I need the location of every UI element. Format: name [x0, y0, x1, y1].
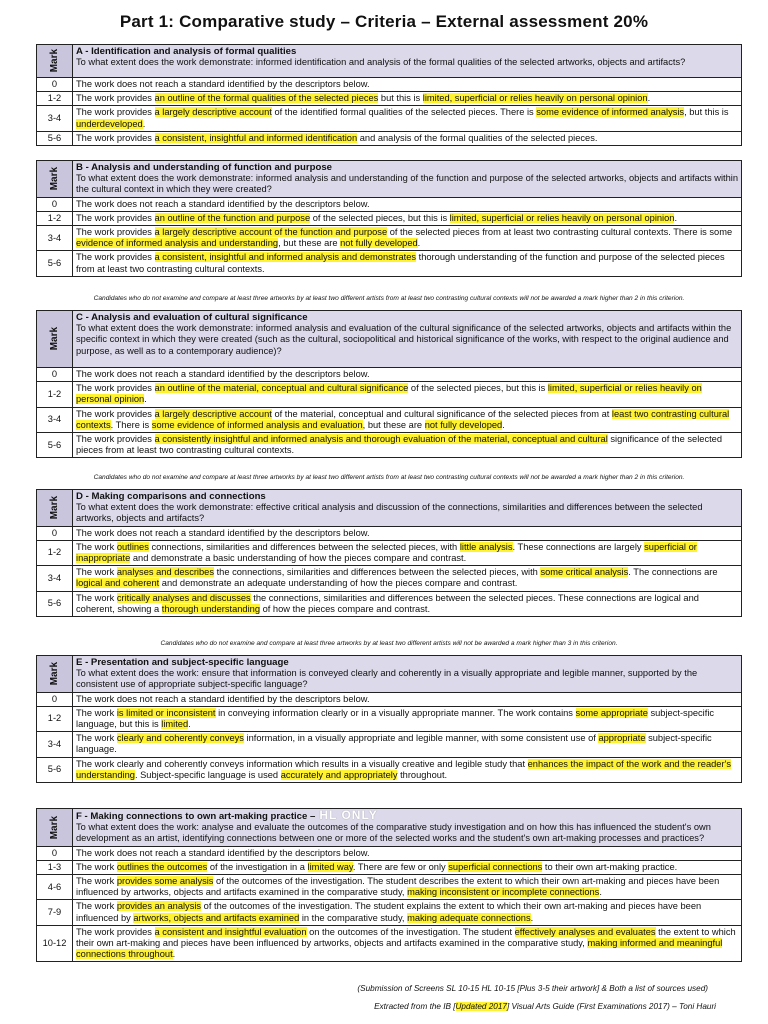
descriptor	[73, 566, 742, 591]
descriptor-text: subject-specific language, but this is	[76, 707, 715, 730]
mark-header-cell	[37, 809, 73, 847]
mark-band: 0	[37, 526, 73, 540]
descriptor	[73, 368, 742, 382]
highlighted-phrase: limited way	[307, 861, 353, 872]
descriptor-text: and demonstrate an adequate understanding of how the pieces compare and contrast.	[159, 578, 518, 589]
mark-band: 3-4	[37, 226, 73, 251]
descriptor	[73, 407, 742, 432]
descriptor-text: The work provides	[76, 107, 155, 118]
descriptor-text: and analysis of the formal qualities of the selected pieces.	[357, 132, 598, 143]
criterion-c-title: C - Analysis and evaluation of cultural significance	[76, 312, 308, 323]
descriptor-text: . Subject-specific language is used	[134, 769, 281, 780]
descriptor-text: thorough understanding of the function and purpose of the selected pieces from at least two contrasting cultural contexts.	[76, 252, 725, 274]
descriptor-text: connections, similarities and differences between the selected pieces, with	[148, 541, 460, 552]
mark-band: 5-6	[37, 251, 73, 276]
mark-band: 3-4	[37, 106, 73, 131]
descriptor-text: The work provides	[76, 212, 155, 223]
table-row	[37, 566, 742, 591]
descriptor-text: on the outcomes of the investigation. The student	[306, 926, 515, 937]
criterion-d-header-row	[37, 490, 742, 527]
mark-band: 0	[37, 197, 73, 211]
criterion-b-question: To what extent does the work demonstrate: informed analysis and understanding of the function and purpose of the selected artworks, objects and artifacts within the cultural context in which they were created?	[76, 173, 739, 195]
highlighted-phrase: some evidence of informed analysis and evaluation	[151, 419, 363, 430]
descriptor-text: of the material, conceptual and cultural significance of the selected pieces from at	[271, 408, 612, 419]
mark-band: 5-6	[37, 433, 73, 458]
mark-band: 1-2	[37, 92, 73, 106]
descriptor-text: The work does not reach a standard identified by the descriptors below.	[76, 693, 370, 704]
descriptor-text: the connections, similarities and differences between the selected pieces, with	[214, 567, 541, 578]
descriptor-text: . The connections are	[628, 567, 718, 578]
table-row	[37, 211, 742, 225]
criterion-f-header-row	[37, 809, 742, 847]
highlighted-phrase: underdeveloped	[76, 118, 143, 129]
descriptor-text: The work	[76, 901, 117, 912]
descriptor-text: .	[172, 949, 176, 960]
descriptor	[73, 732, 742, 757]
descriptor	[73, 692, 742, 706]
descriptor-text: of the outcomes of the investigation. The student describes the extent to which their own art-making and pieces have been influenced by artworks, objects and artifacts examined in the comparative study,	[76, 876, 720, 898]
criterion-a-table	[36, 44, 742, 146]
mark-header-label: Mark	[48, 167, 60, 191]
descriptor-text: The work provides	[76, 132, 155, 143]
highlighted-phrase: critically analyses and discusses	[116, 592, 251, 603]
mark-band: 0	[37, 78, 73, 92]
mark-band: 5-6	[37, 591, 73, 616]
criterion-c-header-row	[37, 311, 742, 368]
criterion-a-header-row	[37, 45, 742, 78]
mark-header-cell	[37, 311, 73, 368]
criterion-c-header	[73, 311, 742, 368]
descriptor-text: .	[502, 419, 505, 430]
mark-header-label: Mark	[48, 49, 60, 73]
source-credit-updated: Updated 2017	[455, 1002, 507, 1011]
criterion-e-title: E - Presentation and subject-specific language	[76, 657, 289, 668]
highlighted-phrase: making inconsistent or incomplete connections	[407, 887, 600, 898]
mark-header-cell	[37, 490, 73, 527]
descriptor	[73, 875, 742, 900]
mark-band: 1-2	[37, 706, 73, 731]
descriptor-text: The work provides	[76, 383, 155, 394]
criterion-f-title: F - Making connections to own art-making practice –	[76, 811, 316, 822]
descriptor-text: The work clearly and coherently conveys information which results in a visually creative and legible study that	[76, 758, 528, 769]
highlighted-phrase: accurately and appropriately	[280, 769, 398, 780]
criterion-b-title: B - Analysis and understanding of function and purpose	[76, 162, 333, 173]
descriptor	[73, 433, 742, 458]
descriptor	[73, 131, 742, 145]
descriptor-text: in conveying information clearly or in a visually appropriate manner. The work contains	[215, 707, 576, 718]
mark-band: 1-2	[37, 211, 73, 225]
mark-band: 1-3	[37, 860, 73, 874]
highlighted-phrase: an outline of the material, conceptual and cultural significance	[154, 383, 409, 394]
mark-band: 5-6	[37, 757, 73, 782]
highlighted-phrase: little analysis	[459, 541, 513, 552]
mark-band: 3-4	[37, 566, 73, 591]
descriptor-text: .	[530, 912, 534, 923]
mark-header-cell	[37, 656, 73, 693]
highlighted-phrase: least two contrasting cultural contexts	[76, 408, 730, 430]
mark-header-label: Mark	[48, 815, 60, 839]
table-row	[37, 846, 742, 860]
descriptor-text: .	[144, 394, 147, 405]
descriptor-text: The work does not reach a standard identified by the descriptors below.	[76, 527, 370, 538]
highlighted-phrase: a consistent, insightful and informed analysis and demonstrates	[154, 252, 417, 263]
table-row	[37, 251, 742, 276]
highlighted-phrase: artworks, objects and artifacts examined	[133, 912, 300, 923]
descriptor-text: .	[599, 887, 602, 898]
highlighted-phrase: is limited or inconsistent	[116, 707, 216, 718]
descriptor	[73, 382, 742, 407]
criterion-b-header	[73, 161, 742, 198]
descriptor	[73, 226, 742, 251]
table-row	[37, 732, 742, 757]
highlighted-phrase: a consistent, insightful and informed identification	[154, 132, 358, 143]
descriptor	[73, 540, 742, 565]
highlighted-phrase: thorough understanding	[161, 603, 261, 614]
highlighted-phrase: enhances the impact of the work and the reader's understanding	[76, 758, 731, 780]
mark-band: 0	[37, 846, 73, 860]
highlighted-phrase: superficial or inappropriate	[76, 541, 697, 564]
criterion-b-header-row	[37, 161, 742, 198]
highlighted-phrase: analyses and describes	[116, 567, 214, 578]
descriptor	[73, 211, 742, 225]
descriptor	[73, 251, 742, 276]
submission-note: (Submission of Screens SL 10-15 HL 10-15 [Plus 3-5 their artwork] & Both a list of sources used)	[357, 984, 708, 993]
descriptor-text: , but these are	[278, 238, 341, 249]
criterion-a-title: A - Identification and analysis of formal qualities	[76, 46, 297, 57]
descriptor-text: to their own art-making practice.	[542, 861, 678, 872]
table-row	[37, 692, 742, 706]
descriptor-text: of the investigation in a	[207, 861, 308, 872]
descriptor-text: The work	[76, 707, 117, 718]
criterion-d-question: To what extent does the work demonstrate: effective critical analysis and discussion of the connections, similarities and differences between the selected artworks, objects and artifacts?	[76, 502, 703, 524]
criterion-a-header	[73, 45, 742, 78]
highlighted-phrase: outlines the outcomes	[116, 861, 208, 872]
criterion-d-note: Candidates who do not examine and compare at least three artworks by at least two different artists will not be awarded a mark higher than 3 in this criterion.	[160, 640, 618, 647]
table-row	[37, 407, 742, 432]
descriptor-text: The work	[76, 861, 117, 872]
highlighted-phrase: some evidence of informed analysis	[536, 107, 685, 118]
source-credit-before: Extracted from the IB [	[374, 1002, 456, 1011]
descriptor-text: the connections, similarities and differences between the selected pieces. These connections are logical and coherent, showing a	[76, 592, 699, 614]
criterion-e-table	[36, 655, 742, 783]
highlighted-phrase: making informed and meaningful connections throughout	[76, 938, 723, 960]
descriptor-text: The work	[76, 876, 117, 887]
descriptor-text: .	[417, 238, 421, 249]
descriptor-text: of the selected pieces, but this is	[310, 212, 450, 223]
criterion-e-header-row	[37, 656, 742, 693]
descriptor-text: of the selected pieces from at least two contrasting cultural contexts. There is some	[387, 227, 733, 238]
criterion-c-note: Candidates who do not examine and compare at least three artworks by at least two different artists from at least two contrasting cultural contexts will not be awarded a mark higher than 2 in this criterion.	[93, 474, 685, 481]
descriptor-text: . There are few or only	[352, 861, 449, 872]
descriptor-text: the extent to which their own art-making and pieces have been influenced by artworks, objects and artifacts examined in the comparative study,	[76, 926, 736, 949]
descriptor-text: The work	[76, 541, 117, 552]
descriptor-text: The work does not reach a standard identified by the descriptors below.	[76, 198, 370, 209]
table-row	[37, 900, 742, 925]
descriptor-text: .	[647, 93, 651, 104]
mark-band: 0	[37, 368, 73, 382]
descriptor	[73, 92, 742, 106]
highlighted-phrase: outlines	[116, 541, 149, 552]
mark-band: 7-9	[37, 900, 73, 925]
descriptor	[73, 860, 742, 874]
mark-band: 10-12	[37, 925, 73, 962]
descriptor-text: The work provides	[76, 434, 155, 445]
mark-band: 3-4	[37, 407, 73, 432]
criterion-e-header	[73, 656, 742, 693]
source-credit-after: ] Visual Arts Guide (First Examinations 2017) – Toni Hauri	[506, 1002, 716, 1011]
highlighted-phrase: a consistent and insightful evaluation	[154, 926, 307, 937]
hl-only-label: HL ONLY	[319, 808, 378, 822]
highlighted-phrase: limited	[161, 719, 189, 730]
table-row	[37, 197, 742, 211]
page-title: Part 1: Comparative study – Criteria – External assessment 20%	[119, 12, 649, 31]
highlighted-phrase: effectively analyses and evaluates	[514, 926, 656, 937]
descriptor	[73, 757, 742, 782]
criterion-a-question: To what extent does the work demonstrate: informed identification and analysis of the formal qualities of the selected artworks, objects and artifacts?	[76, 57, 686, 68]
descriptor	[73, 591, 742, 616]
highlighted-phrase: a largely descriptive account	[154, 408, 272, 419]
descriptor-text: subject-specific language.	[76, 733, 712, 755]
descriptor-text: . There is	[110, 419, 152, 430]
descriptor-text: in the comparative study,	[299, 912, 408, 923]
highlighted-phrase: an outline of the function and purpose	[154, 212, 311, 223]
descriptor-text: of the identified formal qualities of the selected pieces. There is	[271, 107, 537, 118]
descriptor-text: of how the pieces compare and contrast.	[260, 603, 431, 614]
highlighted-phrase: not fully developed	[424, 419, 503, 430]
descriptor	[73, 900, 742, 925]
source-credit	[374, 1002, 716, 1011]
criterion-c-table	[36, 310, 742, 458]
mark-band: 3-4	[37, 732, 73, 757]
mark-header-cell	[37, 161, 73, 198]
highlighted-phrase: an outline of the formal qualities of the selected pieces	[154, 93, 379, 104]
table-row	[37, 226, 742, 251]
criterion-b-note: Candidates who do not examine and compare at least three artworks by at least two different artists from at least two contrasting cultural contexts will not be awarded a mark higher than 2 in this criterion.	[93, 295, 685, 302]
descriptor-text: .	[188, 719, 191, 730]
descriptor	[73, 197, 742, 211]
descriptor-text: of the selected pieces, but this is	[408, 383, 548, 394]
criterion-f-question: To what extent does the work: analyse and evaluate the outcomes of the comparative study investigation and on how this has influenced the student's own development as an artist, identifying connections between one or more of the selected works and the student's own art-making processes and practices?	[76, 822, 711, 844]
highlighted-phrase: logical and coherent	[76, 578, 160, 589]
mark-band: 4-6	[37, 875, 73, 900]
criterion-c-question: To what extent does the work demonstrate: informed analysis and evaluation of the cultural significance of the selected artworks, objects and artifacts within the specific context in which they were created (such as the cultural, sociopolitical and historical significance of the works, with respect to the original audience and purpose, as well as to a contemporary audience)?	[76, 323, 732, 356]
criterion-f-header	[73, 809, 742, 847]
highlighted-phrase: limited, superficial or relies heavily on personal opinion	[76, 383, 702, 405]
highlighted-phrase: provides an analysis	[116, 901, 202, 912]
table-row	[37, 925, 742, 962]
highlighted-phrase: superficial connections	[448, 861, 543, 872]
descriptor-text: , but these are	[362, 419, 425, 430]
table-row	[37, 526, 742, 540]
descriptor-text: .	[674, 212, 678, 223]
mark-band: 1-2	[37, 382, 73, 407]
descriptor-text: but this is	[378, 93, 423, 104]
descriptor-text: The work	[76, 733, 117, 744]
descriptor-text: . These connections are largely	[512, 541, 645, 552]
table-row	[37, 92, 742, 106]
descriptor-text: throughout.	[397, 769, 448, 780]
highlighted-phrase: a largely descriptive account	[154, 107, 272, 118]
table-row	[37, 433, 742, 458]
highlighted-phrase: some critical analysis	[540, 567, 629, 578]
descriptor	[73, 846, 742, 860]
descriptor-text: The work provides	[76, 926, 155, 937]
mark-header-label: Mark	[48, 662, 60, 686]
criterion-d-table	[36, 489, 742, 617]
highlighted-phrase: clearly and coherently conveys	[116, 733, 244, 744]
descriptor	[73, 706, 742, 731]
table-row	[37, 860, 742, 874]
descriptor-text: information, in a visually appropriate and legible manner, with some consistent use of	[243, 733, 599, 744]
mark-band: 0	[37, 692, 73, 706]
table-row	[37, 875, 742, 900]
mark-header-label: Mark	[48, 496, 60, 520]
highlighted-phrase: evidence of informed analysis and understanding	[76, 238, 279, 249]
criterion-d-header	[73, 490, 742, 527]
table-row	[37, 131, 742, 145]
mark-header-label: Mark	[48, 327, 60, 351]
descriptor-text: significance of the selected pieces from at least two contrasting cultural contexts.	[76, 434, 723, 456]
descriptor-text: The work does not reach a standard identified by the descriptors below.	[76, 369, 370, 379]
descriptor	[73, 925, 742, 962]
highlighted-phrase: limited, superficial or relies heavily on personal opinion	[449, 212, 675, 223]
descriptor-text: , but this is	[684, 107, 729, 118]
descriptor-text: The work provides	[76, 227, 155, 238]
criterion-b-table	[36, 160, 742, 277]
mark-band: 5-6	[37, 131, 73, 145]
table-row	[37, 757, 742, 782]
descriptor-text: The work does not reach a standard identified by the descriptors below.	[76, 79, 370, 89]
descriptor-text: The work	[76, 592, 117, 603]
descriptor-text: and demonstrate a basic understanding of how the pieces compare and contrast.	[130, 553, 467, 564]
descriptor-text: .	[142, 118, 146, 129]
table-row	[37, 540, 742, 565]
highlighted-phrase: a consistently insightful and informed analysis and thorough evaluation of the material, conceptual and cultural	[154, 434, 608, 445]
table-row	[37, 706, 742, 731]
descriptor-text: The work does not reach a standard identified by the descriptors below.	[76, 847, 370, 858]
highlighted-phrase: limited, superficial or relies heavily on personal opinion	[422, 93, 648, 104]
mark-band: 1-2	[37, 540, 73, 565]
table-row	[37, 591, 742, 616]
table-row	[37, 106, 742, 131]
highlighted-phrase: not fully developed	[340, 238, 418, 249]
highlighted-phrase: some appropriate	[575, 707, 648, 718]
highlighted-phrase: making adequate connections	[407, 912, 531, 923]
descriptor-text: The work provides	[76, 252, 155, 263]
descriptor-text: of the outcomes of the investigation. The student explains the extent to which their own art-making and pieces have been influenced by	[76, 901, 702, 923]
highlighted-phrase: provides some analysis	[116, 876, 214, 887]
descriptor-text: The work	[76, 567, 117, 578]
table-row	[37, 382, 742, 407]
descriptor	[73, 526, 742, 540]
highlighted-phrase: appropriate	[598, 733, 646, 744]
mark-header-cell	[37, 45, 73, 78]
table-row	[37, 78, 742, 92]
descriptor	[73, 78, 742, 92]
table-row	[37, 368, 742, 382]
criterion-f-table	[36, 808, 742, 962]
criterion-d-title: D - Making comparisons and connections	[76, 491, 266, 502]
descriptor-text: The work provides	[76, 93, 155, 104]
descriptor-text: The work provides	[76, 408, 155, 419]
criterion-e-question: To what extent does the work: ensure that information is conveyed clearly and coherently in a visually appropriate and legible manner, supported by the consistent use of appropriate subject-specific language?	[76, 668, 698, 690]
descriptor	[73, 106, 742, 131]
highlighted-phrase: a largely descriptive account of the function and purpose	[154, 227, 388, 238]
